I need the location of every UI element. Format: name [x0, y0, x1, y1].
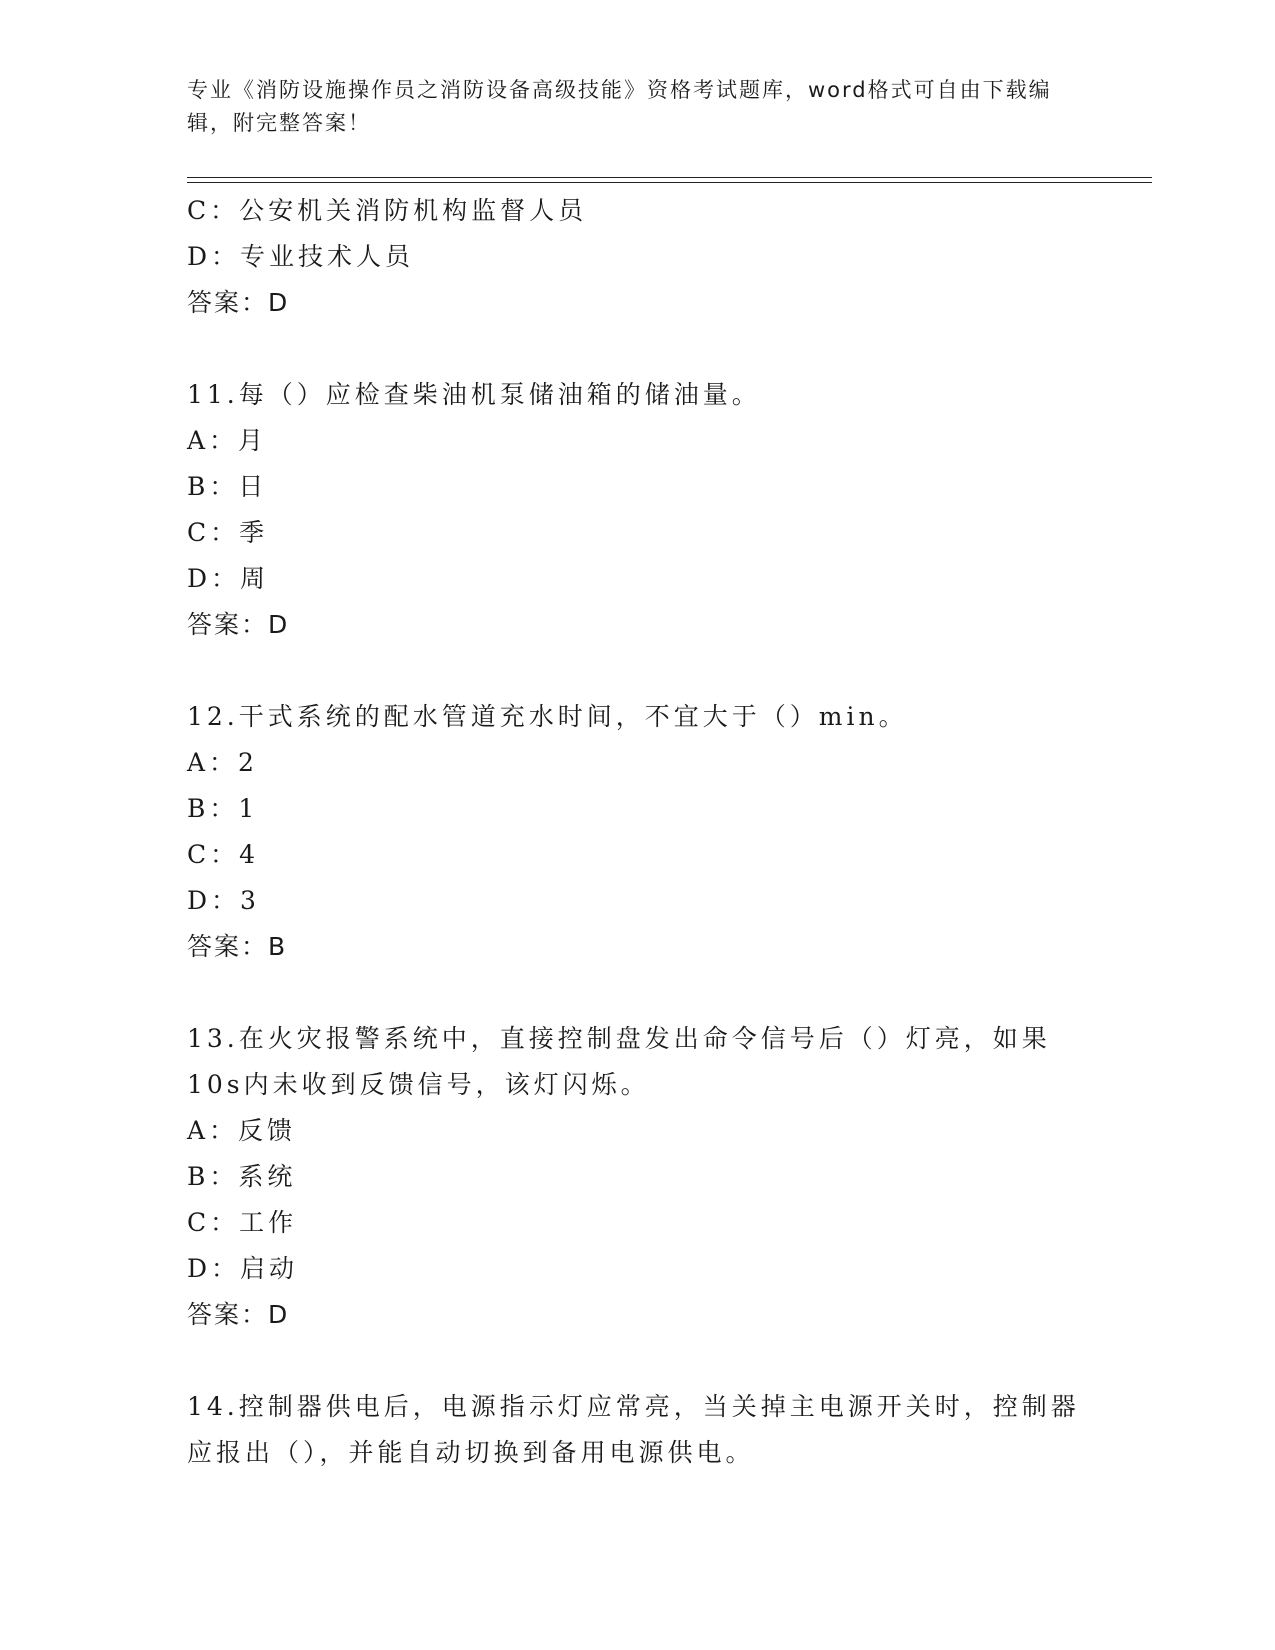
option-c: C：季	[187, 518, 269, 547]
option-d: D：启动	[187, 1254, 299, 1283]
option-c: C：公安机关消防机构监督人员	[187, 196, 588, 225]
question-11	[187, 372, 1107, 648]
question-stem: 12.干式系统的配水管道充水时间，不宜大于（）min。	[187, 702, 908, 731]
option-a: A：月	[187, 426, 268, 455]
document-header: 专业《消防设施操作员之消防设备高级技能》资格考试题库，word格式可自由下载编辑，附完整答案！	[187, 78, 1052, 135]
question-list	[187, 188, 1107, 1476]
question-stem: 11.每（）应检查柴油机泵储油箱的储油量。	[187, 380, 761, 409]
question-10-continued	[187, 188, 1107, 326]
option-d: D：3	[187, 886, 260, 915]
question-14	[187, 1384, 1107, 1476]
question-stem: 13.在火灾报警系统中，直接控制盘发出命令信号后（）灯亮，如果10s内未收到反馈信号，该灯闪烁。	[187, 1024, 1051, 1099]
option-b: B：日	[187, 472, 268, 501]
question-12	[187, 694, 1107, 970]
option-b: B：1	[187, 794, 259, 823]
option-d: D：专业技术人员	[187, 242, 415, 271]
answer: 答案：D	[187, 1300, 290, 1329]
question-stem: 14.控制器供电后，电源指示灯应常亮，当关掉主电源开关时，控制器应报出（），并能自动切换到备用电源供电。	[187, 1392, 1080, 1467]
header-divider-top	[187, 177, 1152, 178]
option-c: C：工作	[187, 1208, 298, 1237]
answer: 答案：B	[187, 932, 288, 961]
option-b: B：系统	[187, 1162, 297, 1191]
option-d: D：周	[187, 564, 270, 593]
answer: 答案：D	[187, 610, 290, 639]
option-a: A：2	[187, 748, 258, 777]
answer: 答案：D	[187, 288, 290, 317]
header-divider-bottom	[187, 182, 1152, 183]
question-13	[187, 1016, 1107, 1338]
option-a: A：反馈	[187, 1116, 297, 1145]
option-c: C：4	[187, 840, 260, 869]
